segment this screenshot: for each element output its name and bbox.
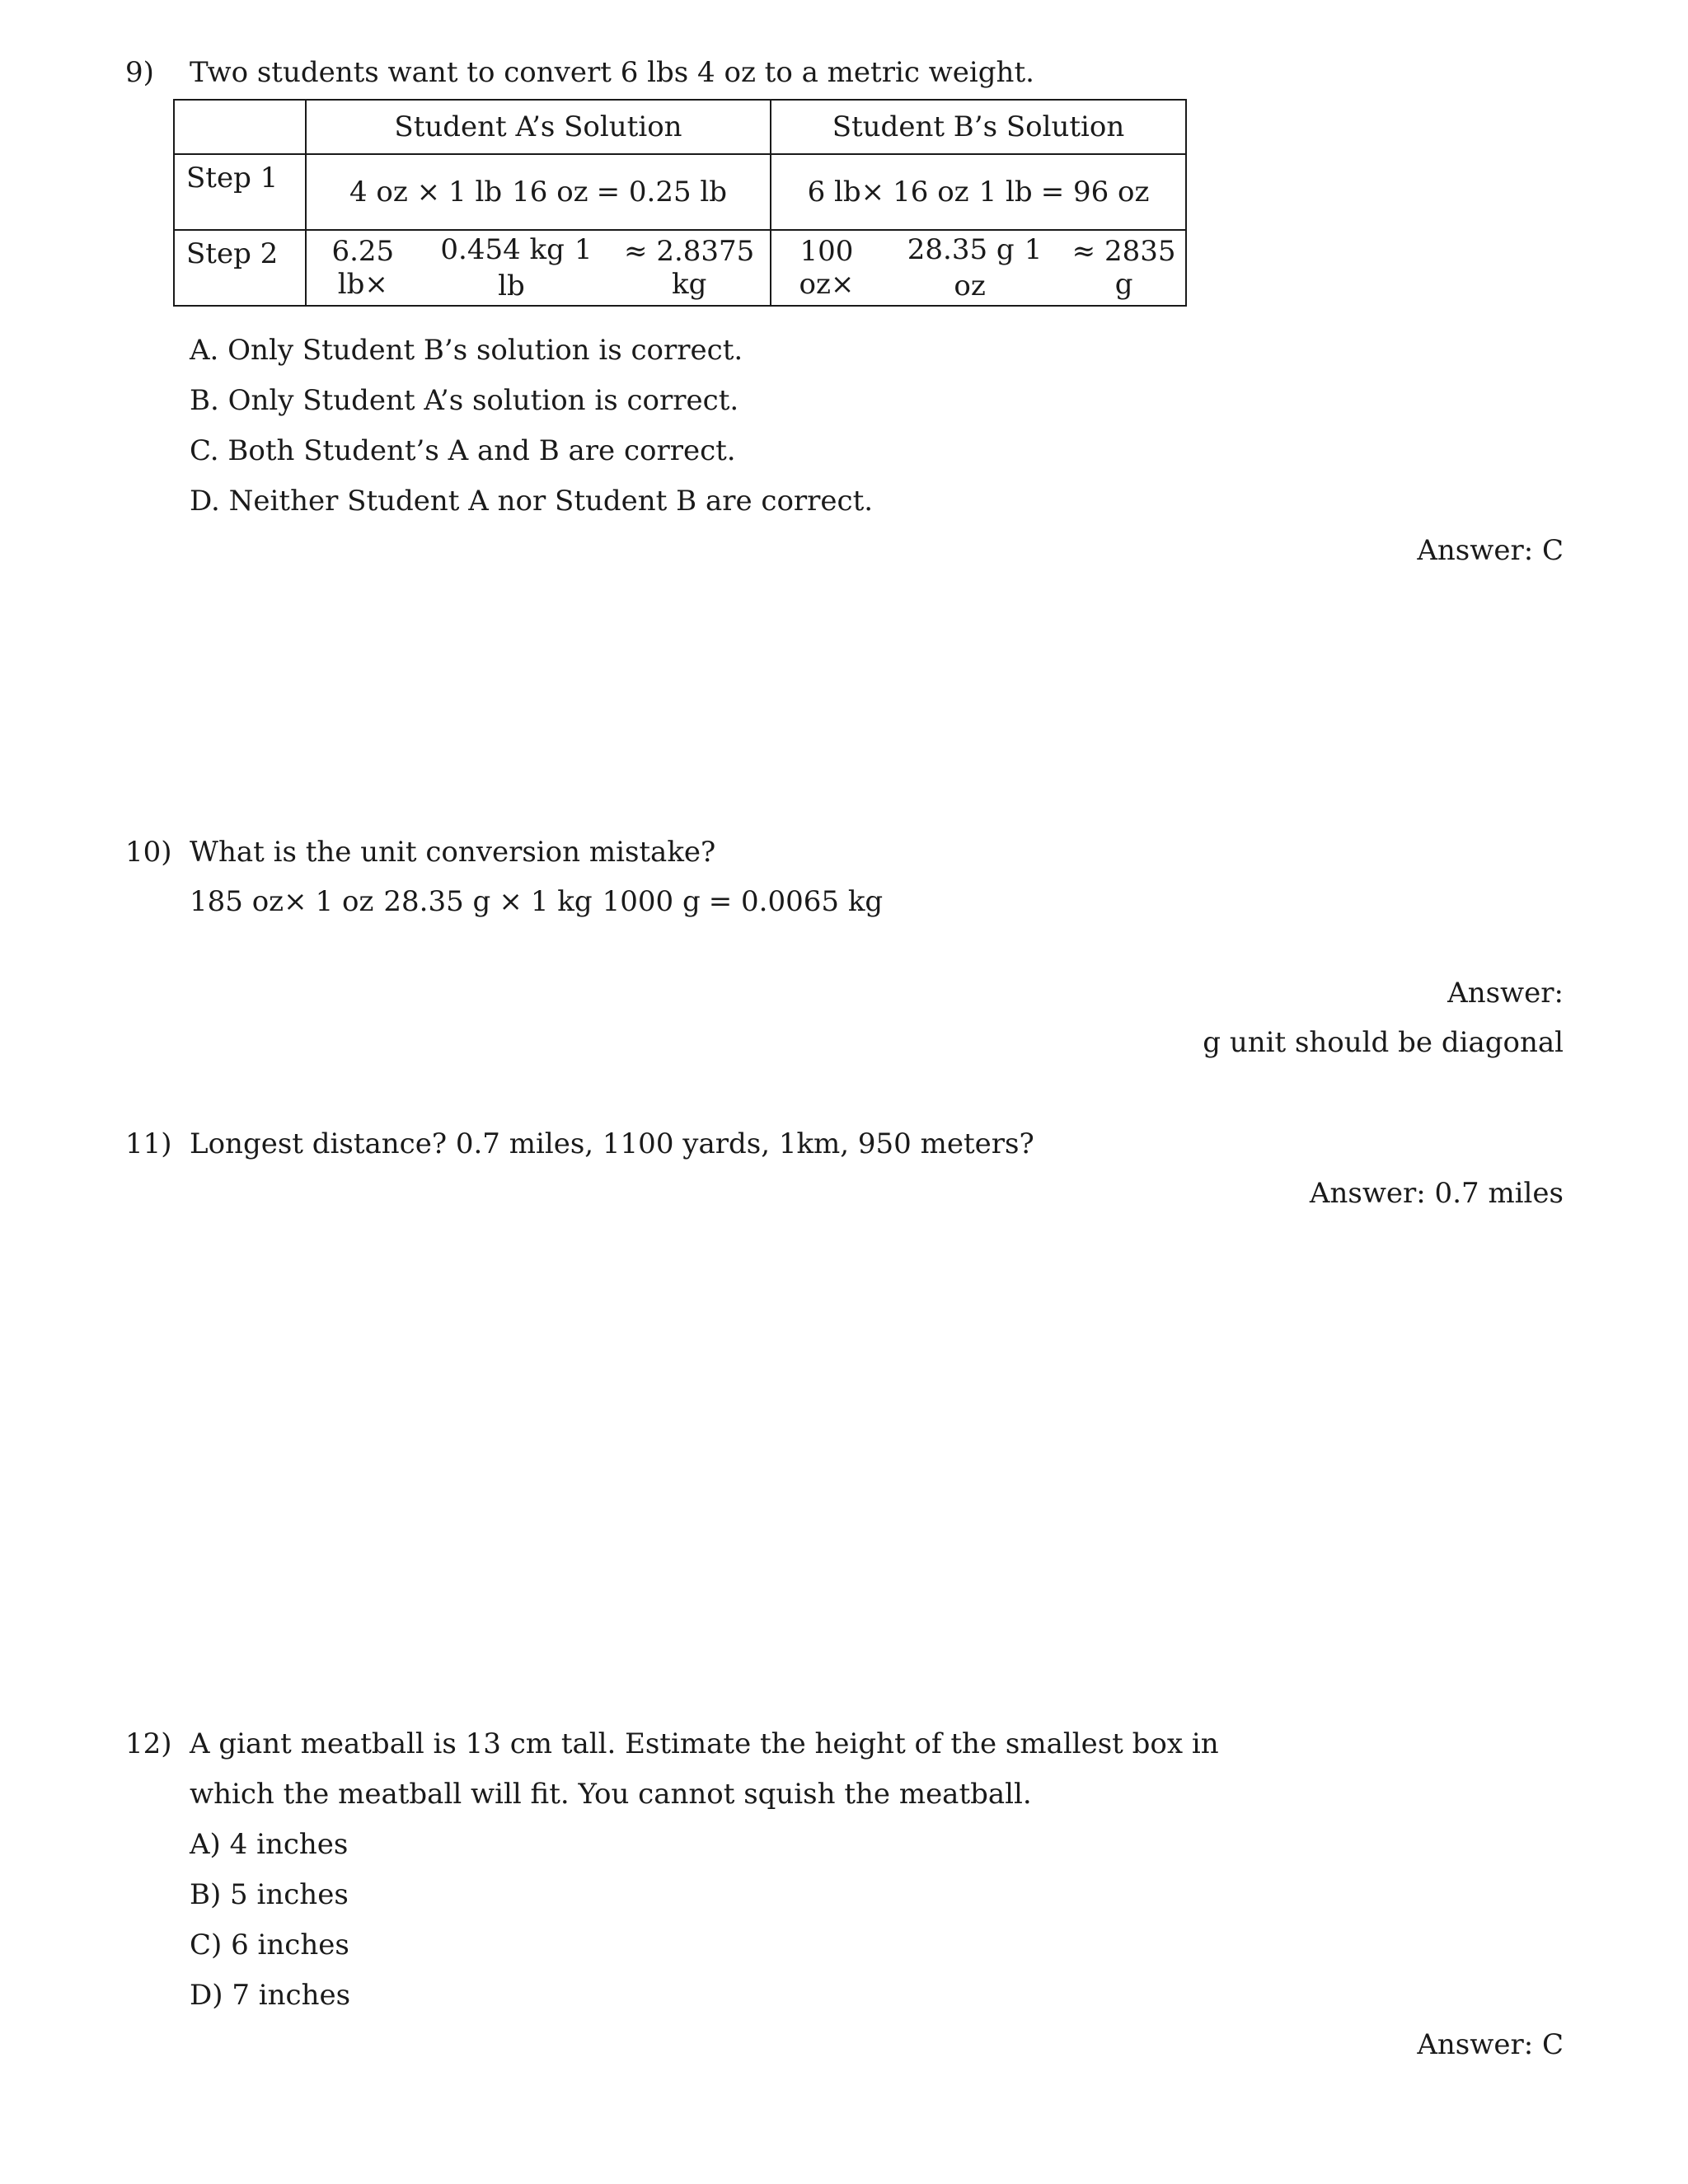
solutions-table (173, 99, 1187, 307)
q10-expression: 185 oz× 1 oz 28.35 g × 1 kg 1000 g = 0.0065 kg (190, 885, 884, 918)
student-b-step-1: 6 lb× 16 oz 1 lb = 96 oz (771, 154, 1186, 230)
question-9-text: Two students want to convert 6 lbs 4 oz to a metric weight. (190, 56, 1034, 89)
student-b-header: Student B’s Solution (771, 100, 1186, 154)
q9-option-b: B. Only Student A’s solution is correct. (190, 384, 739, 417)
question-10-number: 10) (125, 836, 172, 869)
student-a-step-1: 4 oz × 1 lb 16 oz = 0.25 lb (306, 154, 771, 230)
q10-answer-label: Answer: (1447, 977, 1564, 1010)
question-12-number: 12) (125, 1727, 172, 1760)
step-1-label: Step 1 (174, 154, 306, 230)
q9-option-c: C. Both Student’s A and B are correct. (190, 434, 736, 467)
q12-option-a: A) 4 inches (190, 1828, 349, 1861)
q10-answer-text: g unit should be diagonal (1203, 1026, 1564, 1059)
q12-option-c: C) 6 inches (190, 1929, 349, 1961)
student-b-step-2: 100 oz× 28.35 g 1 oz ≈ 2835 g (771, 230, 1186, 306)
question-12-text-line-1: A giant meatball is 13 cm tall. Estimate the height of the smallest box in (190, 1727, 1219, 1760)
q9-option-d: D. Neither Student A nor Student B are correct. (190, 485, 874, 518)
q9-answer: Answer: C (1417, 534, 1564, 567)
question-9-number: 9) (125, 56, 154, 89)
question-11-number: 11) (125, 1127, 172, 1160)
table-corner (174, 100, 306, 154)
q9-option-a: A. Only Student B’s solution is correct. (190, 334, 743, 367)
q12-option-d: D) 7 inches (190, 1979, 351, 2012)
student-a-step-2: 6.25 lb× 0.454 kg 1 lb ≈ 2.8375 kg (306, 230, 771, 306)
question-10-text: What is the unit conversion mistake? (190, 836, 716, 869)
question-12-text-line-2: which the meatball will fit. You cannot squish the meatball. (190, 1778, 1032, 1811)
question-11-text: Longest distance? 0.7 miles, 1100 yards, 1km, 950 meters? (190, 1127, 1034, 1160)
q12-answer: Answer: C (1417, 2028, 1564, 2061)
q11-answer: Answer: 0.7 miles (1309, 1177, 1564, 1210)
q12-option-b: B) 5 inches (190, 1878, 349, 1911)
step-2-label: Step 2 (174, 230, 306, 306)
student-a-header: Student A’s Solution (306, 100, 771, 154)
